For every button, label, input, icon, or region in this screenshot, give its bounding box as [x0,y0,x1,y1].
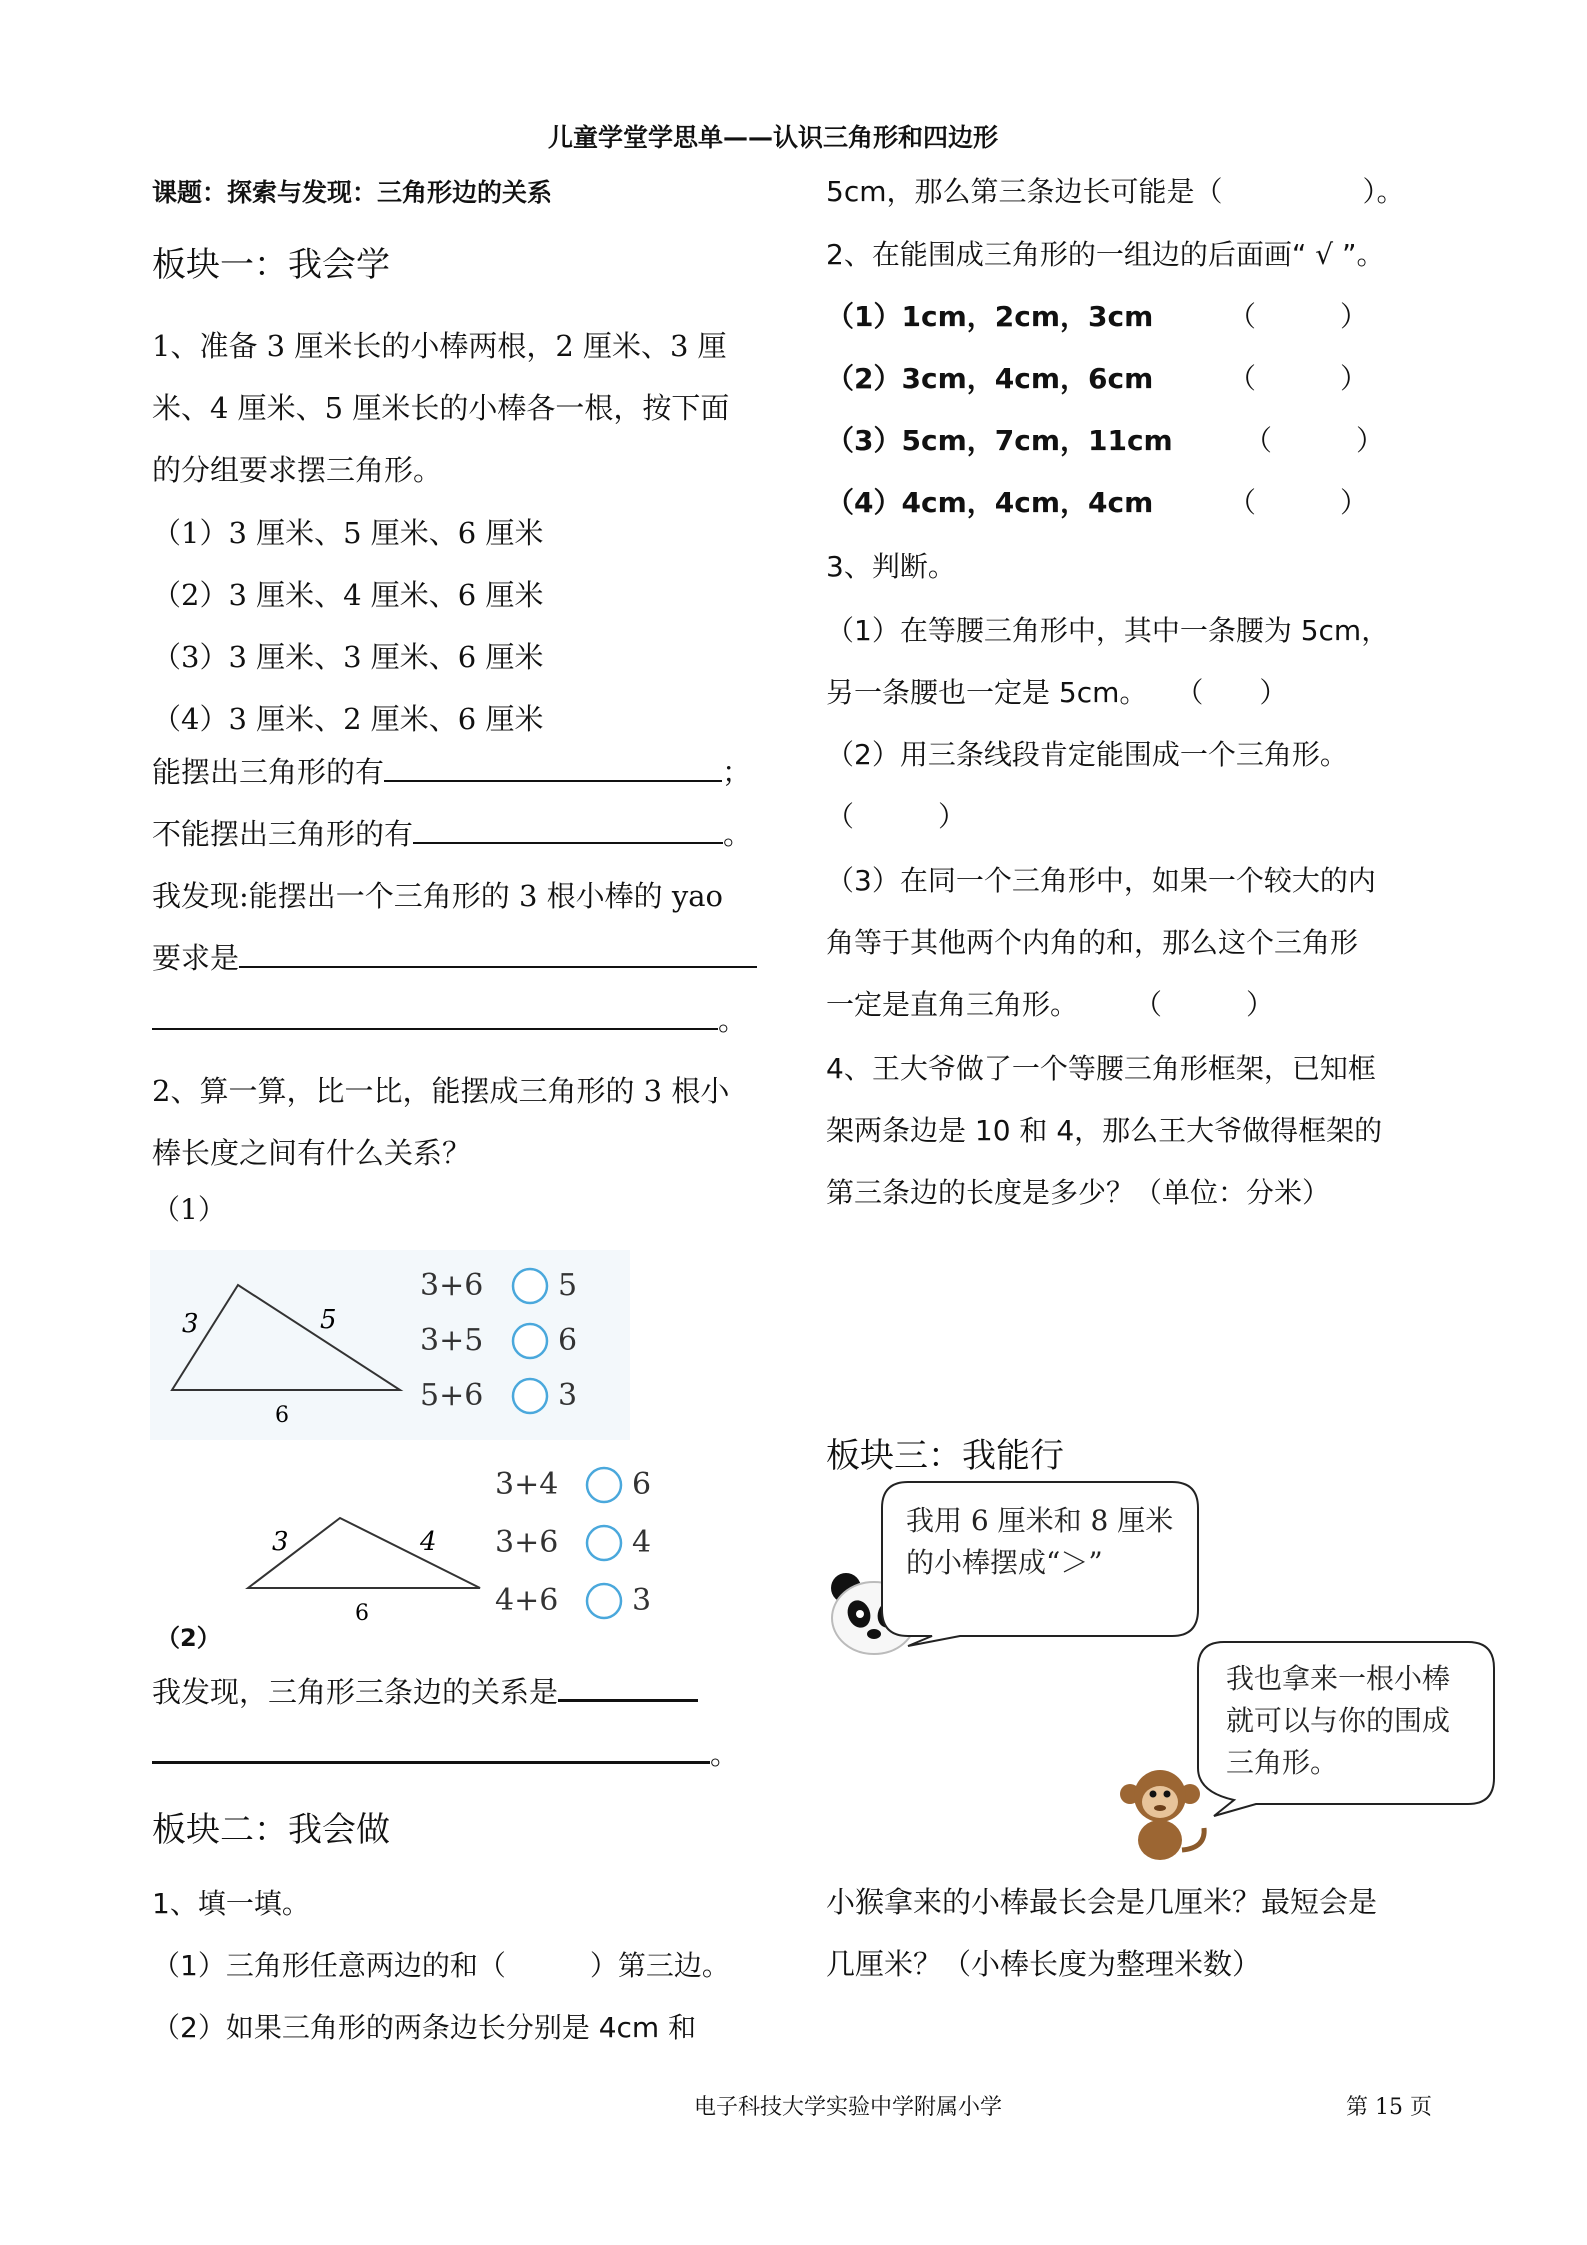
check-item[interactable] [826,357,1153,397]
expression-right: 5 [558,1268,578,1303]
group-item: （3）3 厘米、3 厘米、6 厘米 [152,640,544,674]
figure2-label: （2） [156,1624,221,1652]
compare-circle [587,1526,621,1560]
judge-item-3a: （3）在同一个三角形中，如果一个较大的内 [826,864,1376,897]
page-title: 儿童学堂学思单——认识三角形和四边形 [548,123,999,152]
judge-item-2a: （2）用三条线段肯定能围成一个三角形。 [826,738,1348,771]
can-form-line [152,750,751,791]
judge-item-3b: 角等于其他两个内角的和，那么这个三角形 [826,926,1359,959]
footer-page: 第 15 页 [1346,2095,1432,2120]
side-label: 3 [182,1309,199,1339]
check-item-label: （4）4cm，4cm，4cm [826,486,1154,519]
q1-line: 1、准备 3 厘米长的小棒两根，2 厘米、3 厘 [152,329,727,363]
check-item[interactable] [826,295,1153,335]
word-problem-line1: 4、王大爷做了一个等腰三角形框架，已知框 [826,1052,1376,1085]
answer-blank[interactable] [152,1004,718,1030]
compare-circle [587,1584,621,1618]
requirement-label: 要求是 [152,941,240,975]
word-problem-line2: 架两条边是 10 和 4，那么王大爷做得框架的 [826,1114,1383,1147]
judge-item-2b[interactable]: （ ） [826,800,967,833]
expression-left: 4+6 [495,1583,559,1618]
side-label: 3 [272,1527,289,1557]
punctuation: 。 [723,817,753,851]
expression-left: 3+5 [420,1323,484,1358]
expression-right: 4 [632,1525,652,1560]
discover-line2 [152,936,757,977]
answer-blank[interactable] [239,942,757,968]
section1-question2 [152,1060,729,1184]
bubble2-text: 我也拿来一根小棒就可以与你的围成三角形。 [1226,1662,1451,1779]
judge-item-1b: 另一条腰也一定是 5cm。 （ ） [826,676,1288,709]
discover-line1: 我发现:能摆出一个三角形的 3 根小棒的 yao [152,879,724,913]
fill-in-question: 1、填一填。 [152,1887,310,1920]
q1-line: 米、4 厘米、5 厘米长的小棒各一根，按下面 [152,391,730,425]
check-item[interactable] [826,419,1173,459]
answer-blank[interactable] [152,1737,710,1764]
discover2-label: 我发现，三角形三条边的关系是 [152,1675,559,1709]
fill-in-item-2: （2）如果三角形的两条边长分别是 4cm 和 [152,2011,697,2044]
triangle-figure-2 [150,1450,670,1630]
answer-blank[interactable] [558,1675,698,1702]
check-question: 2、在能围成三角形的一组边的后面画“ √ ”。 [826,238,1385,271]
cannot-form-line [152,812,752,853]
discover2-line2 [152,1732,739,1773]
monkey-icon [1116,1764,1208,1864]
triangle-figure-1 [150,1250,630,1440]
discover-line3 [152,998,747,1039]
check-item-label: （3）5cm，7cm，11cm [826,424,1173,457]
group-item: （1）3 厘米、5 厘米、6 厘米 [152,516,544,550]
judge-question: 3、判断。 [826,550,956,583]
lesson-topic: 课题：探索与发现：三角形边的关系 [152,178,553,207]
group-item: （2）3 厘米、4 厘米、6 厘米 [152,578,544,612]
punctuation: 。 [710,1737,740,1771]
q1-line: 的分组要求摆三角形。 [152,453,443,487]
side-label: 4 [420,1527,437,1557]
answer-blank[interactable] [413,818,723,844]
group-item: （4）3 厘米、2 厘米、6 厘米 [152,702,544,736]
judge-item-3c: 一定是直角三角形。 （ ） [826,988,1275,1021]
check-item[interactable] [826,481,1153,521]
fill-in-item-1: （1）三角形任意两边的和（ ）第三边。 [152,1949,730,1982]
expression-right: 6 [558,1323,578,1358]
expression-right: 3 [558,1378,578,1413]
section3-heading: 板块三：我能行 [826,1436,1064,1476]
section1-question1 [152,315,729,501]
side-label: 6 [275,1403,289,1428]
compare-circle [513,1324,547,1358]
q2-line: 棒长度之间有什么关系？ [152,1136,472,1170]
punctuation: ； [722,755,752,789]
can-form-label: 能摆出三角形的有 [152,755,385,789]
section1-heading: 板块一：我会学 [152,245,390,285]
q2-line: 2、算一算，比一比，能摆成三角形的 3 根小 [152,1074,730,1108]
compare-circle [587,1468,621,1502]
group-list [152,502,543,750]
section2-heading: 板块二：我会做 [152,1810,390,1850]
check-paren[interactable]: （ ） [1244,424,1385,457]
check-paren[interactable]: （ ） [1228,362,1369,395]
side-label: 5 [320,1305,337,1335]
expression-left: 3+4 [495,1467,559,1502]
expression-right: 3 [632,1583,652,1618]
figure1-label: （1） [152,1193,226,1226]
expression-left: 3+6 [495,1525,559,1560]
footer-school: 电子科技大学实验中学附属小学 [694,2095,1003,2120]
word-problem-line3: 第三条边的长度是多少？（单位：分米） [826,1176,1331,1209]
expression-left: 5+6 [420,1378,484,1413]
expression-left: 3+6 [420,1268,484,1303]
bubble1-text: 我用 6 厘米和 8 厘米的小棒摆成“＞” [906,1504,1174,1579]
compare-circle [513,1269,547,1303]
cannot-form-label: 不能摆出三角形的有 [152,817,414,851]
side-label: 6 [355,1601,369,1626]
check-paren[interactable]: （ ） [1228,486,1369,519]
check-item-label: （2）3cm，4cm，6cm [826,362,1154,395]
compare-circle [513,1379,547,1413]
discover2-line1 [152,1670,698,1711]
check-paren[interactable]: （ ） [1228,300,1369,333]
punctuation: 。 [718,1003,748,1037]
monkey-question-line1: 小猴拿来的小棒最长会是几厘米？最短会是 [826,1885,1378,1919]
check-item-label: （1）1cm，2cm，3cm [826,300,1154,333]
answer-blank[interactable] [384,756,722,782]
expression-right: 6 [632,1467,652,1502]
monkey-question-line2: 几厘米？（小棒长度为整理米数） [826,1947,1262,1981]
judge-item-1a: （1）在等腰三角形中，其中一条腰为 5cm， [826,614,1390,647]
fill-in-item-2-cont: 5cm，那么第三条边长可能是（ ）。 [826,175,1405,208]
